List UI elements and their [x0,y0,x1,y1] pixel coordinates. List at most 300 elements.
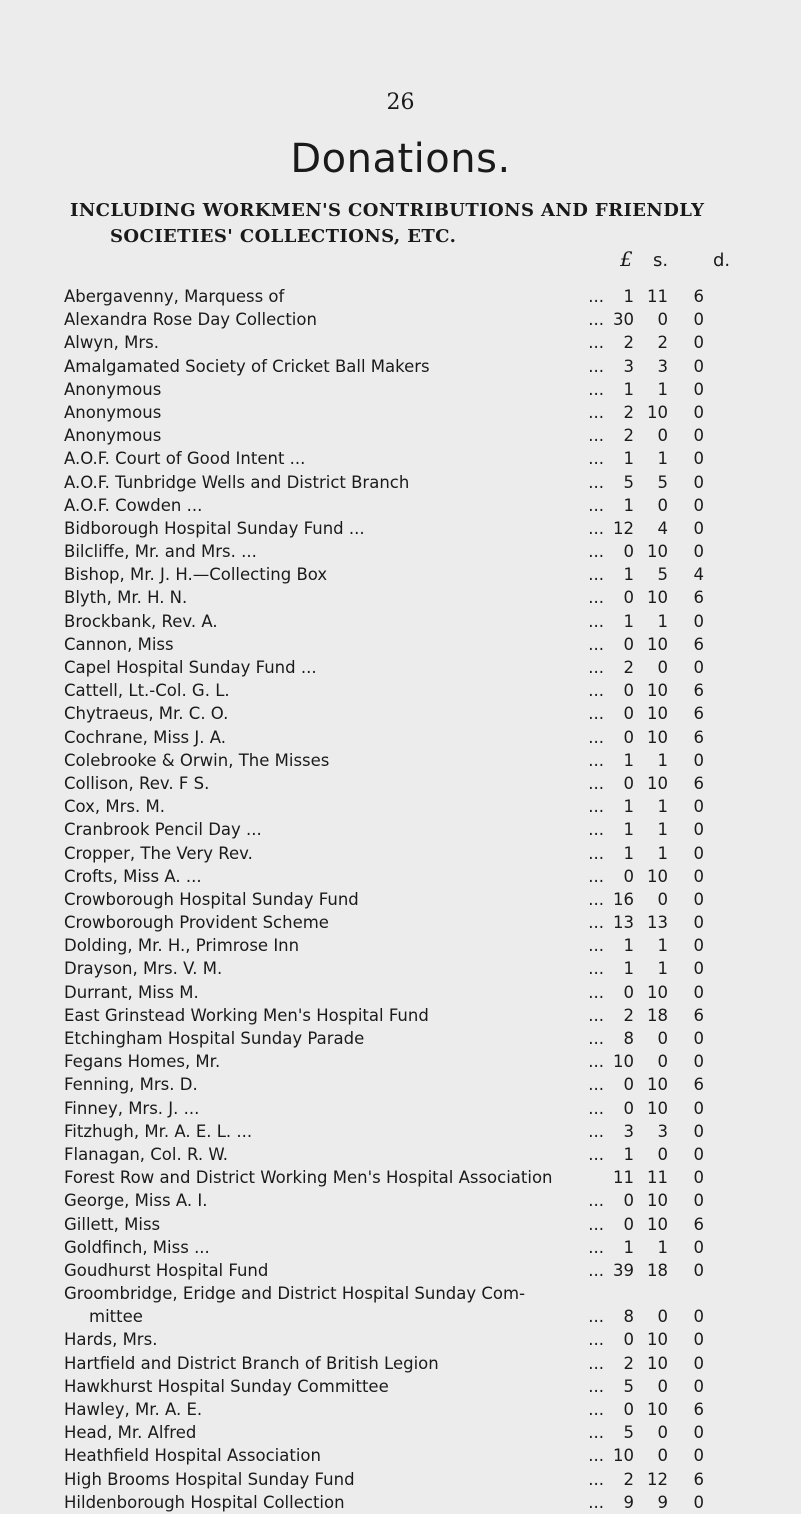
donor-name: Head, Mr. Alfred [64,1423,197,1443]
amount-shillings: 18 [647,1005,668,1025]
amount-pence: 0 [693,472,704,492]
leader-dots: ... [588,449,604,469]
amount-pounds: 10 [613,1446,634,1466]
amount-shillings: 5 [657,472,668,492]
donor-name: Flanagan, Col. R. W. [64,1144,229,1164]
donor-name: East Grinstead Working Men's Hospital Fund [64,1005,429,1025]
donor-name: Hawley, Mr. A. E. [64,1400,203,1420]
donor-name: Crofts, Miss A. ... [64,866,202,886]
leader-dots: ... [588,1423,604,1443]
donations-list [64,285,744,1514]
leader-dots: ... [588,1376,604,1396]
donor-name: Forest Row and District Working Men's Hospital Association [64,1168,553,1188]
subtitle-line-2: SOCIETIES' COLLECTIONS, ETC. [110,226,457,247]
list-item [64,563,744,586]
amount-pence: 0 [693,1237,704,1257]
amount-pence: 0 [693,1423,704,1443]
amount-pounds: 5 [623,472,634,492]
list-item [64,378,744,401]
leader-dots: ... [588,542,604,562]
list-item [64,1004,744,1027]
leader-dots: ... [588,820,604,840]
donor-name: A.O.F. Court of Good Intent ... [64,449,306,469]
amount-shillings: 13 [647,913,668,933]
amount-pounds: 2 [623,426,634,446]
list-item [64,1444,744,1467]
donor-name: Durrant, Miss M. [64,982,199,1002]
amount-pounds: 0 [623,588,634,608]
amount-pounds: 11 [613,1168,634,1188]
amount-pence: 4 [693,565,704,585]
amount-pounds: 2 [623,402,634,422]
donor-name: Blyth, Mr. H. N. [64,588,188,608]
page-title: Donations. [290,136,511,182]
amount-shillings: 10 [647,588,668,608]
amount-shillings: 1 [657,379,668,399]
amount-pence: 0 [693,1492,704,1512]
amount-pounds: 1 [623,611,634,631]
amount-pounds: 8 [623,1029,634,1048]
donor-name: Groombridge, Eridge and District Hospital Sunday Com- [64,1284,526,1304]
amount-shillings: 1 [657,959,668,979]
amount-pence: 0 [693,750,704,770]
amount-pence: 0 [693,1052,704,1072]
amount-shillings: 10 [647,681,668,701]
amount-pence: 0 [693,495,704,515]
amount-pounds: 0 [623,1214,634,1234]
donor-name: A.O.F. Cowden ... [64,495,203,515]
leader-dots: ... [588,913,604,933]
amount-pence: 0 [693,1330,704,1350]
amount-shillings: 18 [647,1260,668,1280]
amount-pence: 0 [693,1376,704,1396]
leader-dots: ... [588,518,604,538]
amount-pence: 0 [693,1029,704,1048]
amount-shillings: 10 [647,1353,668,1373]
amount-pounds: 0 [623,1191,634,1211]
leader-dots: ... [588,634,604,654]
leader-dots: ... [588,1191,604,1211]
list-item [64,911,744,934]
amount-pounds: 1 [623,936,634,956]
list-item [64,1097,744,1120]
amount-shillings: 1 [657,936,668,956]
amount-shillings: 0 [657,1423,668,1443]
leader-dots: ... [588,866,604,886]
amount-pence: 0 [693,1144,704,1164]
amount-shillings: 10 [647,634,668,654]
amount-shillings: 0 [657,426,668,446]
page-number: 26 [386,90,415,115]
list-item [64,1213,744,1236]
amount-shillings: 0 [657,1307,668,1327]
leader-dots: ... [588,1469,604,1489]
column-header-pounds: £ [620,247,633,271]
amount-pence: 0 [693,866,704,886]
amount-pence: 0 [693,959,704,979]
amount-shillings: 10 [647,982,668,1002]
amount-pounds: 10 [613,1052,634,1072]
amount-shillings: 10 [647,704,668,724]
amount-shillings: 10 [647,1214,668,1234]
amount-pence: 6 [693,634,704,654]
list-item [64,888,744,911]
donor-name: Goldfinch, Miss ... [64,1237,210,1257]
leader-dots: ... [588,379,604,399]
donor-name: High Brooms Hospital Sunday Fund [64,1469,355,1489]
leader-dots: ... [588,310,604,330]
amount-pounds: 39 [613,1260,634,1280]
amount-pounds: 0 [623,681,634,701]
leader-dots: ... [588,658,604,677]
list-item [64,401,744,424]
list-item [64,1468,744,1491]
leader-dots: ... [588,356,604,376]
amount-pence: 0 [693,1098,704,1118]
list-item [64,308,744,331]
leader-dots: ... [588,704,604,724]
list-item [64,494,744,517]
donor-name: Alexandra Rose Day Collection [64,310,317,330]
list-item [64,1236,744,1259]
amount-pence: 6 [693,773,704,793]
amount-pence: 6 [693,1005,704,1025]
donor-name: Finney, Mrs. J. ... [64,1098,200,1118]
leader-dots: ... [588,959,604,979]
amount-pounds: 0 [623,866,634,886]
list-item [64,285,744,308]
amount-shillings: 10 [647,1330,668,1350]
amount-shillings: 0 [657,1376,668,1396]
amount-shillings: 0 [657,1052,668,1072]
amount-pounds: 1 [623,843,634,863]
amount-pence: 0 [693,1191,704,1211]
amount-pence: 6 [693,1469,704,1489]
leader-dots: ... [588,982,604,1002]
donor-name: Abergavenny, Marquess of [64,287,285,306]
list-item [64,1050,744,1073]
amount-pence: 6 [693,1075,704,1095]
donor-name: Brockbank, Rev. A. [64,611,218,631]
leader-dots: ... [588,1121,604,1141]
donor-name: Cropper, The Very Rev. [64,843,253,863]
amount-pence: 0 [693,1446,704,1466]
amount-shillings: 11 [647,287,668,306]
leader-dots: ... [588,588,604,608]
list-item [64,424,744,447]
list-item [64,981,744,1004]
amount-shillings: 11 [647,1168,668,1188]
amount-shillings: 10 [647,402,668,422]
amount-shillings: 1 [657,1237,668,1257]
amount-pounds: 0 [623,727,634,747]
leader-dots: ... [588,1237,604,1257]
amount-pounds: 2 [623,1005,634,1025]
amount-pounds: 3 [623,1121,634,1141]
amount-pence: 0 [693,402,704,422]
amount-shillings: 10 [647,866,668,886]
donor-name: Hildenborough Hospital Collection [64,1492,345,1512]
amount-pounds: 1 [623,379,634,399]
amount-pounds: 9 [623,1492,634,1512]
amount-pounds: 30 [613,310,634,330]
list-item [64,586,744,609]
amount-shillings: 10 [647,727,668,747]
amount-shillings: 0 [657,495,668,515]
amount-pence: 0 [693,982,704,1002]
leader-dots: ... [588,681,604,701]
list-item [64,795,744,818]
amount-pence: 0 [693,797,704,817]
amount-shillings: 4 [657,518,668,538]
leader-dots: ... [588,287,604,306]
amount-shillings: 10 [647,773,668,793]
list-item [64,1143,744,1166]
donor-name: Amalgamated Society of Cricket Ball Makers [64,356,430,376]
amount-pence: 6 [693,287,704,306]
leader-dots: ... [588,1052,604,1072]
amount-pence: 0 [693,1121,704,1141]
leader-dots: ... [588,402,604,422]
list-item [64,1120,744,1143]
donor-name: Fitzhugh, Mr. A. E. L. ... [64,1121,253,1141]
amount-pounds: 3 [623,356,634,376]
list-item [64,934,744,957]
leader-dots: ... [588,1307,604,1327]
amount-pence: 0 [693,889,704,909]
amount-pence: 0 [693,1260,704,1280]
amount-pounds: 1 [623,565,634,585]
donor-name: Crowborough Provident Scheme [64,913,329,933]
donor-name: Bidborough Hospital Sunday Fund ... [64,518,365,538]
donor-name: Crowborough Hospital Sunday Fund [64,889,359,909]
leader-dots: ... [588,1492,604,1512]
amount-pence: 0 [693,310,704,330]
list-item [64,865,744,888]
leader-dots: ... [588,1214,604,1234]
amount-pounds: 2 [623,1353,634,1373]
list-item [64,471,744,494]
leader-dots: ... [588,843,604,863]
amount-pence: 0 [693,843,704,863]
amount-pounds: 1 [623,287,634,306]
amount-shillings: 0 [657,658,668,677]
amount-pounds: 1 [623,1237,634,1257]
donor-name: Etchingham Hospital Sunday Parade [64,1029,365,1048]
list-item [64,1189,744,1212]
amount-pence: 0 [693,1168,704,1188]
donor-name: Chytraeus, Mr. C. O. [64,704,229,724]
amount-shillings: 2 [657,333,668,353]
amount-pounds: 0 [623,1075,634,1095]
donor-name: Cochrane, Miss J. A. [64,727,226,747]
leader-dots: ... [588,472,604,492]
leader-dots: ... [588,495,604,515]
amount-pounds: 1 [623,449,634,469]
list-item [64,331,744,354]
list-item [64,633,744,656]
donor-name: Heathfield Hospital Association [64,1446,321,1466]
leader-dots: ... [588,565,604,585]
amount-pounds: 0 [623,982,634,1002]
amount-pounds: 2 [623,1469,634,1489]
donor-name: Anonymous [64,402,162,422]
amount-pence: 6 [693,704,704,724]
donor-name: Collison, Rev. F S. [64,773,210,793]
amount-pence: 0 [693,1307,704,1327]
donor-name: Hards, Mrs. [64,1330,158,1350]
leader-dots: ... [588,727,604,747]
amount-shillings: 10 [647,1098,668,1118]
amount-shillings: 3 [657,1121,668,1141]
leader-dots: ... [588,611,604,631]
list-item [64,842,744,865]
amount-pounds: 1 [623,495,634,515]
amount-shillings: 3 [657,356,668,376]
donor-name: Cox, Mrs. M. [64,797,165,817]
amount-shillings: 10 [647,1400,668,1420]
leader-dots: ... [588,1330,604,1350]
amount-pence: 0 [693,936,704,956]
list-item [64,1166,744,1189]
amount-pence: 6 [693,681,704,701]
leader-dots: ... [588,1144,604,1164]
list-item [64,818,744,841]
list-item [64,656,744,679]
amount-pence: 0 [693,333,704,353]
donor-name: Colebrooke & Orwin, The Misses [64,750,330,770]
amount-shillings: 0 [657,1446,668,1466]
donor-name: Cannon, Miss [64,634,174,654]
donor-name: Bishop, Mr. J. H.—Collecting Box [64,565,328,585]
list-item [64,1259,744,1282]
amount-pounds: 1 [623,1144,634,1164]
leader-dots: ... [588,750,604,770]
amount-shillings: 0 [657,1144,668,1164]
column-header-pence: d. [713,250,731,271]
list-item [64,726,744,749]
amount-pence: 0 [693,449,704,469]
amount-pounds: 0 [623,704,634,724]
amount-pounds: 16 [613,889,634,909]
donor-name: Anonymous [64,379,162,399]
amount-pence: 0 [693,611,704,631]
amount-shillings: 0 [657,889,668,909]
donor-name: George, Miss A. I. [64,1191,208,1211]
donor-name: Alwyn, Mrs. [64,333,159,353]
amount-pence: 0 [693,658,704,677]
amount-pounds: 0 [623,542,634,562]
leader-dots: ... [588,797,604,817]
list-item [64,1421,744,1444]
amount-pence: 0 [693,356,704,376]
leader-dots: ... [588,936,604,956]
amount-pounds: 5 [623,1423,634,1443]
amount-pounds: 8 [623,1307,634,1327]
leader-dots: ... [588,1005,604,1025]
amount-pounds: 13 [613,913,634,933]
amount-shillings: 1 [657,797,668,817]
amount-pence: 0 [693,518,704,538]
list-item [64,772,744,795]
list-item [64,1073,744,1096]
amount-pence: 6 [693,727,704,747]
list-item [64,1328,744,1351]
list-item [64,957,744,980]
donor-name: Bilcliffe, Mr. and Mrs. ... [64,542,257,562]
amount-pounds: 1 [623,750,634,770]
amount-pounds: 0 [623,1400,634,1420]
amount-pounds: 2 [623,658,634,677]
amount-pounds: 1 [623,797,634,817]
list-item [64,540,744,563]
amount-shillings: 1 [657,843,668,863]
amount-pounds: 5 [623,1376,634,1396]
leader-dots: ... [588,333,604,353]
list-item [64,679,744,702]
amount-pounds: 12 [613,518,634,538]
amount-pounds: 0 [623,1330,634,1350]
amount-shillings: 0 [657,1029,668,1048]
donor-name: Fegans Homes, Mr. [64,1052,221,1072]
amount-pounds: 0 [623,1098,634,1118]
amount-shillings: 12 [647,1469,668,1489]
list-item [64,749,744,772]
amount-shillings: 1 [657,611,668,631]
leader-dots: ... [588,1260,604,1280]
column-header-shillings: s. [653,250,669,271]
donor-name: Drayson, Mrs. V. M. [64,959,223,979]
leader-dots: ... [588,1353,604,1373]
amount-shillings: 5 [657,565,668,585]
list-item [64,1027,744,1050]
donor-name: Cranbrook Pencil Day ... [64,820,262,840]
list-item [64,1282,744,1328]
amount-shillings: 1 [657,820,668,840]
donor-name: Gillett, Miss [64,1214,161,1234]
leader-dots: ... [588,426,604,446]
amount-shillings: 10 [647,542,668,562]
amount-pence: 0 [693,542,704,562]
donor-name: Anonymous [64,426,162,446]
list-item [64,1398,744,1421]
leader-dots: ... [588,889,604,909]
amount-pounds: 1 [623,959,634,979]
amount-pence: 6 [693,588,704,608]
leader-dots: ... [588,1075,604,1095]
amount-shillings: 1 [657,750,668,770]
list-item [64,517,744,540]
amount-pounds: 0 [623,773,634,793]
amount-shillings: 10 [647,1191,668,1211]
amount-shillings: 1 [657,449,668,469]
list-item [64,1491,744,1514]
list-item [64,610,744,633]
leader-dots: ... [588,1029,604,1048]
amount-shillings: 9 [657,1492,668,1512]
amount-pence: 0 [693,1353,704,1373]
donor-name: Capel Hospital Sunday Fund ... [64,658,317,677]
amount-pence: 6 [693,1400,704,1420]
list-item [64,1375,744,1398]
list-item [64,447,744,470]
leader-dots: ... [588,1098,604,1118]
amount-pounds: 1 [623,820,634,840]
subtitle-line-1: INCLUDING WORKMEN'S CONTRIBUTIONS AND FRIENDLY [70,200,705,221]
amount-pence: 0 [693,426,704,446]
leader-dots: ... [588,773,604,793]
donor-name-continued: mittee [89,1307,143,1327]
